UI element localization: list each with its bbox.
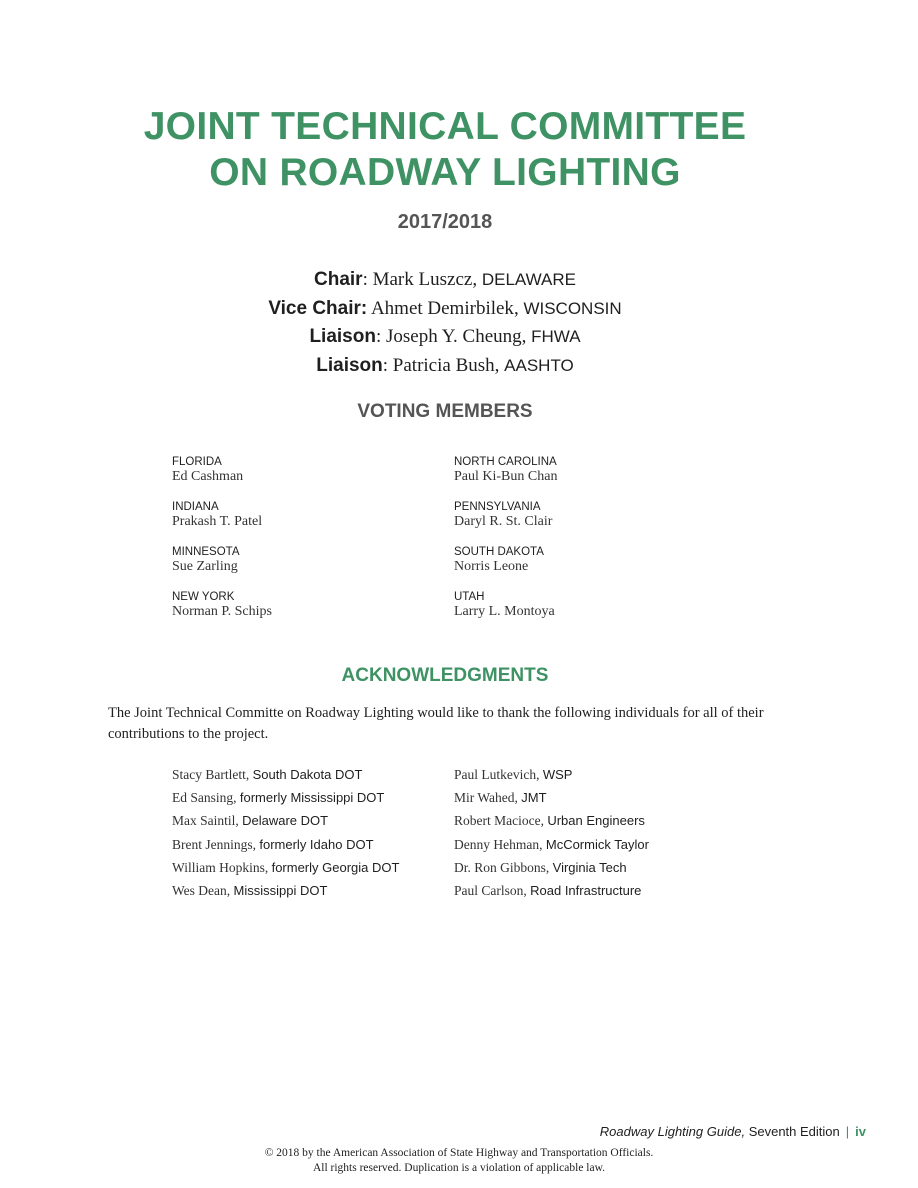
member-name: Prakash T. Patel xyxy=(172,514,263,529)
member-name: Norris Leone xyxy=(454,559,529,574)
officer-org: FHWA xyxy=(531,327,581,346)
member-name: Paul Ki-Bun Chan xyxy=(454,469,558,484)
officer-role: Chair xyxy=(314,269,363,290)
page-number: iv xyxy=(855,1124,866,1139)
person-org: formerly Mississippi DOT xyxy=(239,790,385,806)
person-name: Ed Sansing xyxy=(172,790,234,806)
officer-liaison-aashto: Liaison: Patricia Bush, AASHTO xyxy=(316,354,574,376)
voting-member xyxy=(454,545,714,590)
acknowledged-person: Paul Lutkevich, WSP xyxy=(454,767,573,782)
guide-title: Roadway Lighting Guide, xyxy=(599,1124,746,1139)
acknowledgments-right-column xyxy=(454,764,734,903)
acknowledgments-paragraph: The Joint Technical Committe on Roadway Lighting would like to thank the following individuals for all of their contributions to the project. xyxy=(108,705,764,742)
member-name: Sue Zarling xyxy=(172,559,238,574)
person-name: William Hopkins xyxy=(172,859,265,875)
officers-list xyxy=(0,266,890,380)
person-name: Denny Hehman xyxy=(454,836,540,852)
committee-year: 2017/2018 xyxy=(397,211,493,233)
copyright-line-1: © 2018 by the American Association of State Highway and Transportation Officials. xyxy=(264,1147,654,1159)
voting-member xyxy=(172,545,432,590)
officer-org: WISCONSIN xyxy=(523,298,622,318)
person-org: Mississippi DOT xyxy=(233,882,328,898)
footer-separator: | xyxy=(845,1124,850,1139)
person-name: Dr. Ron Gibbons xyxy=(454,859,546,875)
member-state: INDIANA xyxy=(172,501,219,513)
member-name: Larry L. Montoya xyxy=(454,604,555,619)
officer-role: Vice Chair: xyxy=(268,297,368,319)
acknowledged-person: William Hopkins, formerly Georgia DOT xyxy=(172,859,400,875)
officer-vice-chair: Vice Chair: Ahmet Demirbilek, WISCONSIN xyxy=(268,297,622,319)
copyright-line-2: All rights reserved. Duplication is a violation of applicable law. xyxy=(312,1161,606,1174)
member-state: UTAH xyxy=(454,591,485,603)
acknowledged-person: Max Saintil, Delaware DOT xyxy=(172,813,329,829)
person-name: Wes Dean xyxy=(172,882,227,898)
voting-members-heading: VOTING MEMBERS xyxy=(357,401,533,422)
acknowledged-person: Mir Wahed, JMT xyxy=(454,790,547,806)
member-state: NORTH CAROLINA xyxy=(454,456,557,468)
acknowledged-person: Wes Dean, Mississippi DOT xyxy=(172,882,328,898)
member-name: Ed Cashman xyxy=(172,469,244,484)
officer-role: Liaison xyxy=(309,326,376,347)
member-state: NEW YORK xyxy=(172,591,235,603)
officer-org: AASHTO xyxy=(504,355,574,375)
running-footer xyxy=(600,1124,866,1139)
person-org: WSP xyxy=(542,767,573,782)
voting-member xyxy=(454,455,714,500)
voting-member xyxy=(172,500,432,545)
officer-separator: : xyxy=(382,354,393,376)
voting-members-left-column xyxy=(172,455,432,635)
member-name: Norman P. Schips xyxy=(172,604,272,619)
officer-name: Mark Luszcz xyxy=(372,269,473,290)
person-name: Paul Lutkevich xyxy=(454,767,537,782)
person-org: South Dakota DOT xyxy=(252,767,363,782)
officer-name: Patricia Bush xyxy=(392,354,495,376)
page-title-line-1: JOINT TECHNICAL COMMITTEE xyxy=(143,105,747,148)
person-org: McCormick Taylor xyxy=(545,836,649,852)
member-state: MINNESOTA xyxy=(172,546,240,558)
officer-org: DELAWARE xyxy=(481,270,576,289)
acknowledgments-left-column xyxy=(172,764,452,903)
officer-separator: : xyxy=(375,326,386,347)
person-name: Mir Wahed xyxy=(454,790,515,806)
person-org: Urban Engineers xyxy=(547,813,645,829)
officer-name: Joseph Y. Cheung xyxy=(385,326,522,347)
acknowledged-person: Ed Sansing, formerly Mississippi DOT xyxy=(172,790,385,806)
page-title-line-2: ON ROADWAY LIGHTING xyxy=(209,151,681,194)
member-state: SOUTH DAKOTA xyxy=(454,546,544,558)
acknowledged-person: Brent Jennings, formerly Idaho DOT xyxy=(172,836,374,852)
acknowledged-person: Dr. Ron Gibbons, Virginia Tech xyxy=(454,859,627,875)
person-org: formerly Georgia DOT xyxy=(271,859,400,875)
voting-member xyxy=(454,500,714,545)
acknowledgments-heading: ACKNOWLEDGMENTS xyxy=(341,665,549,686)
person-org: Virginia Tech xyxy=(552,859,627,875)
acknowledged-person: Paul Carlson, Road Infrastructure xyxy=(454,882,642,898)
voting-members-right-column xyxy=(454,455,714,635)
person-name: Max Saintil xyxy=(172,813,236,829)
officer-liaison-fhwa: Liaison: Joseph Y. Cheung, FHWA xyxy=(309,326,581,347)
person-org: formerly Idaho DOT xyxy=(259,836,374,852)
acknowledged-person: Robert Macioce, Urban Engineers xyxy=(454,813,645,829)
person-name: Stacy Bartlett xyxy=(172,767,246,782)
officer-role: Liaison xyxy=(316,354,383,376)
officer-name: Ahmet Demirbilek xyxy=(370,297,514,319)
acknowledged-person: Stacy Bartlett, South Dakota DOT xyxy=(172,767,363,782)
member-name: Daryl R. St. Clair xyxy=(454,514,553,529)
guide-edition: Seventh Edition xyxy=(748,1124,840,1139)
voting-member xyxy=(172,455,432,500)
officer-separator: : xyxy=(362,269,373,290)
officer-chair: Chair: Mark Luszcz, DELAWARE xyxy=(314,269,576,290)
voting-member xyxy=(454,590,714,635)
person-name: Brent Jennings xyxy=(172,836,253,852)
person-name: Paul Carlson xyxy=(454,882,524,898)
copyright-notice xyxy=(0,1146,918,1175)
member-state: FLORIDA xyxy=(172,456,222,468)
voting-member xyxy=(172,590,432,635)
member-state: PENNSYLVANIA xyxy=(454,501,541,513)
person-name: Robert Macioce xyxy=(454,813,541,829)
person-org: Delaware DOT xyxy=(242,813,329,829)
person-org: JMT xyxy=(521,790,547,806)
person-org: Road Infrastructure xyxy=(530,882,642,898)
acknowledged-person: Denny Hehman, McCormick Taylor xyxy=(454,836,649,852)
